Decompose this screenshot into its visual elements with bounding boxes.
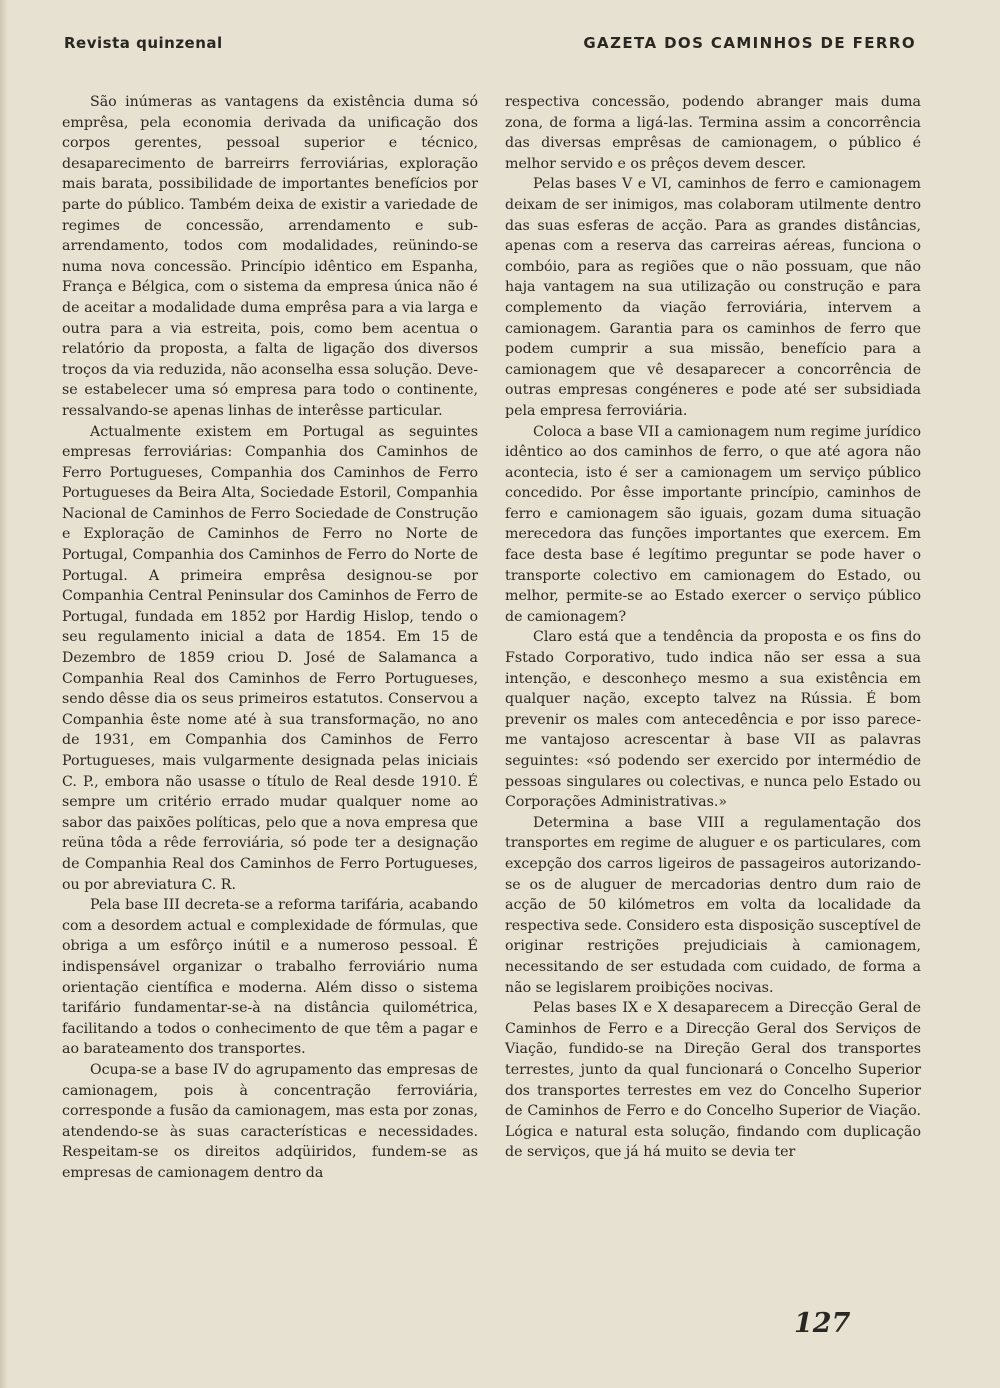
paragraph: Ocupa-se a base IV do agrupamento das empresas de camionagem, pois à concentração ferroviária, corresponde a fusão da camionagem, mas esta por zonas, atendendo-se às suas características e necessidades. Respeitam-se os direitos adqüiridos, fundem-se as empresas de camionagem dentro da [62,1061,478,1181]
paragraph: Actualmente existem em Portugal as seguintes empresas ferroviárias: Companhia dos Caminhos de Ferro Portugueses, Companhia dos Caminhos de Ferro Portugueses da Beira Alta, Sociedade Estoril, Companhia Nacional de Caminhos de Ferro Sociedade de Construção e Exploração de Caminhos de Ferro no Norte de Portugal, Companhia dos Caminhos de Ferro do Norte de Portugal. A primeira emprêsa designou-se por Companhia Central Peninsular dos Caminhos de Ferro de Portugal, fundada em 1852 por Hardig Hislop, tendo o seu regulamento inicial a data de 1854. Em 15 de Dezembro de 1859 criou D. José de Salamanca a Companhia Real dos Caminhos de Ferro Portugueses, sendo dêsse dia os seus primeiros estatutos. Conservou a Companhia êste nome até à sua transformação, no ano de 1931, em Companhia dos Caminhos de Ferro Portugueses, mais vulgarmente designada pelas iniciais C. P., embora não usasse o título de Real desde 1910. É sempre um critério errado mudar qualquer nome ao sabor das paixões políticas, pelo que a nova empresa que reüna tôda a rêde ferroviária, só pode ter a designação de Companhia Real dos Caminhos de Ferro Portugueses, ou por abreviatura C. R. [62,423,478,893]
paragraph: Pelas bases V e VI, caminhos de ferro e camionagem deixam de ser inimigos, mas colaboram utilmente dentro das suas esferas de acção. Para as grandes distâncias, apenas com a reserva das carreiras aéreas, funciona o combóio, para as regiões que o não possuam, que não haja vantagem na sua utilização ou construção e para complemento da viação ferroviária, intervem a camionagem. Garantia para os caminhos de ferro que podem cumprir a sua missão, benefício para a camionagem que vê desaparecer a concorrência de outras empresas congéneres e pode até ser subsidiada pela empresa ferroviária. [505,176,921,419]
paragraph-continued: respectiva concessão, podendo abranger mais duma zona, de forma a ligá-las. Termina assim a concorrência das diversas emprêsas de camionagem, o público é melhor servido e os prêços devem descer. [505,94,921,172]
right-column [505,92,921,1163]
page-header [64,34,916,52]
paragraph: Pelas bases IX e X desaparecem a Direcção Geral de Caminhos de Ferro e a Direcção Geral dos Serviços de Viação, fundido-se na Direção Geral dos transportes terrestes, junto da qual funcionará o Concelho Superior dos transportes terrestes em vez do Concelho Superior de Caminhos de Ferro e do Concelho Superior de Viação. Lógica e natural esta solução, findando com duplicação de serviços, que já há muito se devia ter [505,1000,921,1161]
paragraph: Pela base III decreta-se a reforma tarifária, acabando com a desordem actual e complexidade de fórmulas, que obriga a um esfôrço inútil e a numeroso pessoal. É indispensável organizar o trabalho ferroviário numa orientação científica e moderna. Além disso o sistema tarifário fundamentar-se-à na distância quilométrica, facilitando a todos o conhecimento de que têm a pagar e ao barateamento dos transportes. [62,897,478,1058]
paragraph: Determina a base VIII a regulamentação dos transportes em regime de aluguer e os particulares, com excepção dos carros ligeiros de passageiros autorizando-se os de aluguer de mercadorias dentro dum raio de acção de 50 kilómetros em volta da localidade da respectiva sede. Considero esta disposição susceptível de originar restrições prejudiciais à camionagem, necessitando de ser estudada com cuidado, de forma a não se legislarem proibições nocivas. [505,814,921,996]
page-binding-edge [0,0,8,1388]
page-number: 127 [794,1308,851,1339]
paragraph: Coloca a base VII a camionagem num regime jurídico idêntico ao dos caminhos de ferro, o que até agora não acontecia, isto é ser a camionagem um serviço público concedido. Por êsse importante princípio, caminhos de ferro e camionagem são iguais, gozam duma situação merecedora das funções importantes que exercem. Em face desta base é legítimo preguntar se pode haver o transporte colectivo em camionagem do Estado, ou melhor, permite-se ao Estado exercer o serviço público de camionagem? [505,423,921,625]
paragraph: Claro está que a tendência da proposta e os fins do Fstado Corporativo, tudo indica não ser essa a sua intenção, e desconheço mesmo a sua existência em qualquer nação, excepto talvez na Rússia. É bom prevenir os males com antecedência e por isso parece-me vantajoso acrescentar à base VII as palavras seguintes: «só podendo ser exercido por intermédio de pessoas singulares ou colectivas, e nunca pelo Estado ou Corporações Administrativas.» [505,629,921,811]
left-column [62,92,478,1183]
running-head-right: GAZETA DOS CAMINHOS DE FERRO [583,34,916,52]
paragraph: São inúmeras as vantagens da existência duma só emprêsa, pela economia derivada da unificação dos corpos gerentes, pessoal superior e técnico, desaparecimento de barreirrs ferroviárias, exploração mais barata, possibilidade de importantes benefícios por parte do público. Também deixa de existir a variedade de regimes de concessão, arrendamento e sub-arrendamento, todos com modalidades, reünindo-se numa nova concessão. Princípio idêntico em Espanha, França e Bélgica, com o sistema da empresa única não é de aceitar a modalidade duma emprêsa para a via larga e outra para a via estreita, pois, como bem acentua o relatório da proposta, a falta de ligação dos diversos troços da via reduzida, não aconselha essa solução. Deve-se estabelecer uma só empresa para todo o continente, ressalvando-se apenas linhas de interêsse particular. [62,94,479,419]
running-head-left: Revista quinzenal [64,34,223,52]
